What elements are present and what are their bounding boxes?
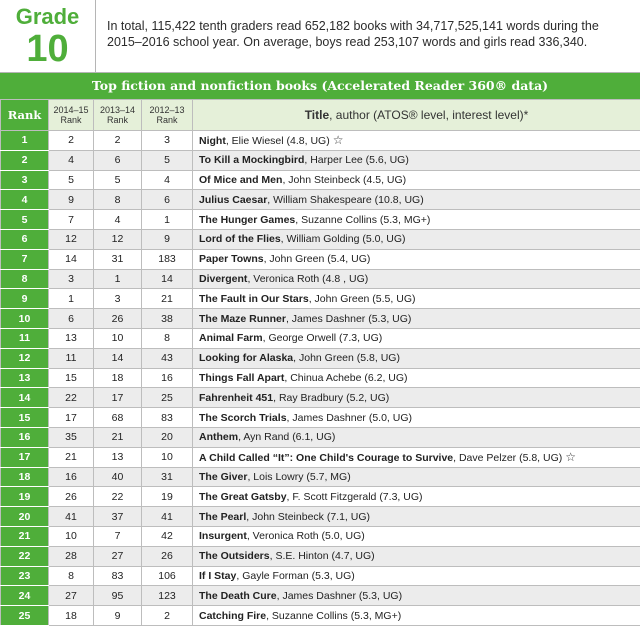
rank-2014-15-cell: 21 <box>49 447 94 467</box>
author-and-levels: , William Shakespeare (10.8, UG) <box>267 194 423 206</box>
table-row <box>1 229 640 249</box>
author-and-levels: , John Green (5.8, UG) <box>293 352 400 364</box>
rank-2014-15-cell: 2 <box>49 131 94 151</box>
rank-2013-14-cell: 31 <box>94 249 142 269</box>
author-and-levels: , Gayle Forman (5.3, UG) <box>236 570 354 582</box>
table-row <box>1 190 640 210</box>
rank-2013-14-cell: 27 <box>94 546 142 566</box>
rank-cell: 4 <box>1 190 49 210</box>
rank-2012-13-cell: 16 <box>142 368 193 388</box>
title-author-cell <box>193 546 640 566</box>
author-and-levels: , James Dashner (5.3, UG) <box>277 590 402 602</box>
rank-2014-15-cell: 9 <box>49 190 94 210</box>
title-author-cell <box>193 190 640 210</box>
rank-2013-14-cell: 6 <box>94 150 142 170</box>
author-and-levels: , Chinua Achebe (6.2, UG) <box>284 372 407 384</box>
rank-2014-15-cell: 18 <box>49 606 94 626</box>
rank-2014-15-cell: 4 <box>49 150 94 170</box>
book-title: If I Stay <box>199 570 236 582</box>
title-author-cell <box>193 150 640 170</box>
rank-2013-14-cell: 8 <box>94 190 142 210</box>
table-row <box>1 170 640 190</box>
table-row <box>1 131 640 151</box>
author-and-levels: , Veronica Roth (4.8 , UG) <box>247 273 368 285</box>
rank-2014-15-label: Rank <box>49 115 93 125</box>
title-author-cell <box>193 348 640 368</box>
rank-2014-15-cell: 41 <box>49 507 94 527</box>
author-and-levels: , John Steinbeck (7.1, UG) <box>246 511 370 523</box>
title-author-cell <box>193 229 640 249</box>
rank-cell: 6 <box>1 229 49 249</box>
top-books-table <box>0 99 640 626</box>
rank-cell: 21 <box>1 526 49 546</box>
rank-2012-13-cell: 8 <box>142 328 193 348</box>
rank-2014-15-cell: 3 <box>49 269 94 289</box>
star-icon: ☆ <box>565 450 576 464</box>
author-and-levels: , F. Scott Fitzgerald (7.3, UG) <box>287 491 423 503</box>
title-author-cell <box>193 368 640 388</box>
rank-2014-15-cell: 28 <box>49 546 94 566</box>
title-author-cell <box>193 606 640 626</box>
title-author-cell <box>193 566 640 586</box>
rank-cell: 24 <box>1 586 49 606</box>
rank-2013-14-cell: 37 <box>94 507 142 527</box>
book-title: The Hunger Games <box>199 214 295 226</box>
rank-2013-14-column-header <box>94 100 142 131</box>
rank-cell: 2 <box>1 150 49 170</box>
grade-label: Grade <box>16 6 80 28</box>
table-row <box>1 526 640 546</box>
rank-cell: 15 <box>1 408 49 428</box>
table-row <box>1 546 640 566</box>
table-banner: Top fiction and nonfiction books (Accelerated Reader 360® data) <box>0 73 640 99</box>
rank-2014-15-column-header <box>49 100 94 131</box>
title-author-cell <box>193 170 640 190</box>
rank-2012-13-label: Rank <box>142 115 192 125</box>
title-author-column-header <box>193 100 640 131</box>
rank-2012-13-cell: 43 <box>142 348 193 368</box>
rank-cell: 8 <box>1 269 49 289</box>
book-title: Divergent <box>199 273 247 285</box>
rank-2014-15-cell: 11 <box>49 348 94 368</box>
table-row <box>1 388 640 408</box>
title-author-cell <box>193 210 640 230</box>
rank-2014-15-cell: 7 <box>49 210 94 230</box>
rank-2012-13-column-header <box>142 100 193 131</box>
book-title: A Child Called “It”: One Child's Courage to Survive <box>199 452 453 464</box>
author-and-levels: , Veronica Roth (5.0, UG) <box>247 530 365 542</box>
rank-cell: 20 <box>1 507 49 527</box>
book-title: The Giver <box>199 471 247 483</box>
rank-2014-15-cell: 10 <box>49 526 94 546</box>
title-author-cell <box>193 447 640 467</box>
rank-2014-15-cell: 5 <box>49 170 94 190</box>
table-row <box>1 586 640 606</box>
rank-2014-15-cell: 13 <box>49 328 94 348</box>
rank-2012-13-cell: 106 <box>142 566 193 586</box>
book-title: Animal Farm <box>199 332 263 344</box>
rank-2013-14-cell: 9 <box>94 606 142 626</box>
book-title: Of Mice and Men <box>199 174 282 186</box>
rank-2012-13-cell: 2 <box>142 606 193 626</box>
title-author-cell <box>193 427 640 447</box>
star-icon: ☆ <box>333 133 344 147</box>
table-row <box>1 309 640 329</box>
rank-2014-15-cell: 1 <box>49 289 94 309</box>
rank-cell: 11 <box>1 328 49 348</box>
rank-cell: 17 <box>1 447 49 467</box>
rank-2012-13-cell: 42 <box>142 526 193 546</box>
table-row <box>1 507 640 527</box>
author-and-levels: , John Green (5.4, UG) <box>264 253 371 265</box>
author-and-levels: , Dave Pelzer (5.8, UG) <box>453 452 562 464</box>
rank-2012-13-cell: 38 <box>142 309 193 329</box>
rank-cell: 18 <box>1 467 49 487</box>
rank-2013-14-cell: 95 <box>94 586 142 606</box>
table-row <box>1 269 640 289</box>
rank-2012-13-cell: 6 <box>142 190 193 210</box>
rank-cell: 3 <box>1 170 49 190</box>
author-and-levels: , S.E. Hinton (4.7, UG) <box>270 550 375 562</box>
rank-2014-15-cell: 17 <box>49 408 94 428</box>
grade-badge <box>0 0 96 72</box>
table-row <box>1 150 640 170</box>
author-and-levels: , Harper Lee (5.6, UG) <box>304 154 408 166</box>
rank-2014-15-years: 2014–15 <box>49 105 93 115</box>
rank-2014-15-cell: 22 <box>49 388 94 408</box>
book-title: Julius Caesar <box>199 194 267 206</box>
rank-cell: 13 <box>1 368 49 388</box>
rank-2013-14-cell: 3 <box>94 289 142 309</box>
book-title: The Great Gatsby <box>199 491 287 503</box>
table-row <box>1 427 640 447</box>
author-and-levels: , John Green (5.5, UG) <box>309 293 416 305</box>
table-row <box>1 348 640 368</box>
rank-2013-14-cell: 14 <box>94 348 142 368</box>
table-row <box>1 289 640 309</box>
author-and-levels: , John Steinbeck (4.5, UG) <box>282 174 406 186</box>
title-author-cell <box>193 249 640 269</box>
title-author-cell <box>193 487 640 507</box>
rank-2014-15-cell: 16 <box>49 467 94 487</box>
rank-2012-13-cell: 31 <box>142 467 193 487</box>
table-row <box>1 447 640 467</box>
author-and-levels: , Ray Bradbury (5.2, UG) <box>273 392 389 404</box>
table-row <box>1 566 640 586</box>
table-row <box>1 467 640 487</box>
rank-2013-14-cell: 40 <box>94 467 142 487</box>
rank-2013-14-cell: 13 <box>94 447 142 467</box>
table-row <box>1 210 640 230</box>
rank-2013-14-cell: 26 <box>94 309 142 329</box>
rank-2014-15-cell: 26 <box>49 487 94 507</box>
table-header-row <box>1 100 640 131</box>
rank-2013-14-cell: 22 <box>94 487 142 507</box>
rank-cell: 9 <box>1 289 49 309</box>
book-title: Catching Fire <box>199 610 266 622</box>
rank-2013-14-cell: 83 <box>94 566 142 586</box>
book-title: The Pearl <box>199 511 246 523</box>
book-title: To Kill a Mockingbird <box>199 154 304 166</box>
title-author-cell <box>193 526 640 546</box>
rank-2013-14-years: 2013–14 <box>94 105 141 115</box>
author-and-levels: , Elie Wiesel (4.8, UG) <box>226 135 330 147</box>
book-title: Fahrenheit 451 <box>199 392 273 404</box>
rank-2012-13-cell: 123 <box>142 586 193 606</box>
rank-2012-13-cell: 1 <box>142 210 193 230</box>
title-author-cell <box>193 507 640 527</box>
title-author-cell <box>193 309 640 329</box>
rank-2013-14-cell: 68 <box>94 408 142 428</box>
author-and-levels: , James Dashner (5.0, UG) <box>287 412 412 424</box>
author-and-levels: , Ayn Rand (6.1, UG) <box>238 431 335 443</box>
author-and-levels: , William Golding (5.0, UG) <box>281 233 406 245</box>
rank-2012-13-cell: 9 <box>142 229 193 249</box>
rank-cell: 22 <box>1 546 49 566</box>
rank-cell: 25 <box>1 606 49 626</box>
table-row <box>1 606 640 626</box>
rank-cell: 23 <box>1 566 49 586</box>
rank-2012-13-cell: 26 <box>142 546 193 566</box>
rank-2013-14-cell: 21 <box>94 427 142 447</box>
book-title: Night <box>199 135 226 147</box>
author-and-levels: , Suzanne Collins (5.3, MG+) <box>266 610 401 622</box>
rank-2012-13-cell: 10 <box>142 447 193 467</box>
book-title: Lord of the Flies <box>199 233 281 245</box>
title-author-cell <box>193 388 640 408</box>
book-title: Anthem <box>199 431 238 443</box>
book-title: Insurgent <box>199 530 247 542</box>
title-header-bold: Title <box>305 108 329 122</box>
book-title: The Death Cure <box>199 590 277 602</box>
author-and-levels: , Suzanne Collins (5.3, MG+) <box>295 214 430 226</box>
title-author-cell <box>193 586 640 606</box>
rank-2013-14-cell: 10 <box>94 328 142 348</box>
rank-2012-13-cell: 20 <box>142 427 193 447</box>
table-row <box>1 249 640 269</box>
table-body <box>1 131 640 626</box>
rank-2014-15-cell: 15 <box>49 368 94 388</box>
book-title: Looking for Alaska <box>199 352 293 364</box>
rank-2014-15-cell: 14 <box>49 249 94 269</box>
intro-summary: In total, 115,422 tenth graders read 652,182 books with 34,717,525,141 words during the 2015–2016 school year. On average, boys read 253,107 words and girls read 336,340. <box>96 0 640 72</box>
rank-2012-13-cell: 183 <box>142 249 193 269</box>
book-title: Things Fall Apart <box>199 372 284 384</box>
book-title: The Fault in Our Stars <box>199 293 309 305</box>
rank-cell: 7 <box>1 249 49 269</box>
rank-cell: 16 <box>1 427 49 447</box>
report-header <box>0 0 640 73</box>
rank-cell: 12 <box>1 348 49 368</box>
rank-2013-14-label: Rank <box>94 115 141 125</box>
table-row <box>1 328 640 348</box>
rank-2012-13-cell: 19 <box>142 487 193 507</box>
title-author-cell <box>193 328 640 348</box>
rank-2013-14-cell: 5 <box>94 170 142 190</box>
author-and-levels: , Lois Lowry (5.7, MG) <box>247 471 350 483</box>
rank-2012-13-cell: 83 <box>142 408 193 428</box>
table-row <box>1 368 640 388</box>
author-and-levels: , George Orwell (7.3, UG) <box>263 332 383 344</box>
rank-2012-13-cell: 3 <box>142 131 193 151</box>
rank-column-header: Rank <box>1 100 49 131</box>
rank-2012-13-cell: 14 <box>142 269 193 289</box>
rank-2012-13-cell: 21 <box>142 289 193 309</box>
rank-2014-15-cell: 12 <box>49 229 94 249</box>
rank-2014-15-cell: 35 <box>49 427 94 447</box>
rank-2014-15-cell: 27 <box>49 586 94 606</box>
rank-2013-14-cell: 1 <box>94 269 142 289</box>
rank-cell: 14 <box>1 388 49 408</box>
rank-cell: 19 <box>1 487 49 507</box>
rank-2013-14-cell: 17 <box>94 388 142 408</box>
title-author-cell <box>193 269 640 289</box>
table-row <box>1 487 640 507</box>
rank-2013-14-cell: 18 <box>94 368 142 388</box>
rank-cell: 5 <box>1 210 49 230</box>
rank-2013-14-cell: 2 <box>94 131 142 151</box>
rank-2012-13-cell: 5 <box>142 150 193 170</box>
title-author-cell <box>193 408 640 428</box>
rank-2014-15-cell: 8 <box>49 566 94 586</box>
rank-2014-15-cell: 6 <box>49 309 94 329</box>
title-header-rest: , author (ATOS® level, interest level)* <box>329 108 528 122</box>
book-title: The Scorch Trials <box>199 412 287 424</box>
title-author-cell <box>193 131 640 151</box>
title-author-cell <box>193 467 640 487</box>
rank-2012-13-cell: 4 <box>142 170 193 190</box>
book-title: Paper Towns <box>199 253 264 265</box>
author-and-levels: , James Dashner (5.3, UG) <box>286 313 411 325</box>
rank-cell: 1 <box>1 131 49 151</box>
book-title: The Maze Runner <box>199 313 286 325</box>
rank-2013-14-cell: 12 <box>94 229 142 249</box>
grade-number: 10 <box>26 30 68 68</box>
title-author-cell <box>193 289 640 309</box>
rank-2013-14-cell: 4 <box>94 210 142 230</box>
rank-cell: 10 <box>1 309 49 329</box>
rank-2012-13-years: 2012–13 <box>142 105 192 115</box>
table-row <box>1 408 640 428</box>
rank-2012-13-cell: 41 <box>142 507 193 527</box>
book-title: The Outsiders <box>199 550 270 562</box>
rank-2013-14-cell: 7 <box>94 526 142 546</box>
rank-2012-13-cell: 25 <box>142 388 193 408</box>
